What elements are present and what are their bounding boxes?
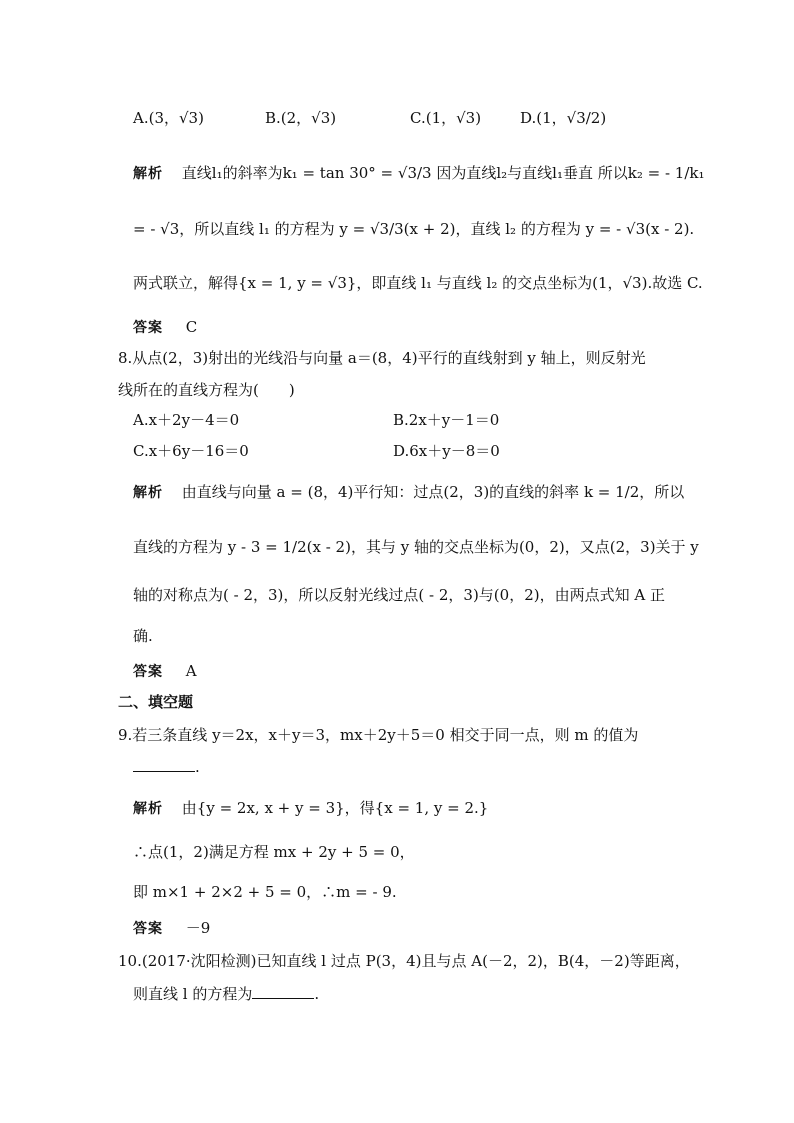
q7-analysis-line-1 bbox=[133, 162, 705, 185]
q7-answer bbox=[133, 316, 197, 339]
q8-analysis-line-4: 确. bbox=[133, 627, 153, 645]
q7-option-d: D.(1，√3/2) bbox=[520, 109, 607, 127]
q8-analysis-line-3: 轴的对称点为( - 2，3)，所以反射光线过点( - 2，3)与(0，2)，由两点式知 A 正 bbox=[133, 586, 665, 604]
q8-option-a: A.x＋2y－4＝0 bbox=[133, 411, 240, 429]
q7-answer-label: 答案 bbox=[133, 320, 163, 336]
q9-analysis-line-1 bbox=[133, 797, 488, 820]
q10-stem-line-2 bbox=[133, 983, 319, 1005]
q7-option-a: A.(3，√3) bbox=[133, 109, 204, 127]
q7-answer-value: C bbox=[185, 318, 198, 336]
q10-stem-end: . bbox=[314, 985, 320, 1003]
q7-analysis-label: 解析 bbox=[133, 166, 163, 182]
q8-answer bbox=[133, 660, 197, 683]
q8-answer-label: 答案 bbox=[133, 664, 163, 680]
q8-option-c: C.x＋6y－16＝0 bbox=[133, 442, 249, 460]
q8-analysis-label: 解析 bbox=[133, 485, 163, 501]
q8-analysis-line-1 bbox=[133, 481, 684, 504]
q9-stem-line-1: 9.若三条直线 y＝2x，x＋y＝3，mx＋2y＋5＝0 相交于同一点，则 m 的值为 bbox=[118, 726, 639, 744]
q7-option-b: B.(2，√3) bbox=[265, 109, 337, 127]
q9-answer-blank bbox=[133, 757, 195, 772]
q9-analysis-line-3: 即 m×1 + 2×2 + 5 = 0，∴m = - 9. bbox=[133, 883, 397, 901]
q9-analysis-line-2: ∴点(1，2)满足方程 mx + 2y + 5 = 0， bbox=[133, 843, 415, 861]
q8-stem-line-2: 线所在的直线方程为( ) bbox=[118, 381, 295, 399]
q9-stem-line-2 bbox=[133, 756, 200, 778]
q10-stem-text: 则直线 l 的方程为 bbox=[133, 985, 253, 1003]
q9-analysis-label: 解析 bbox=[133, 801, 163, 817]
q8-option-b: B.2x＋y－1＝0 bbox=[393, 411, 500, 429]
q10-answer-blank bbox=[252, 984, 314, 999]
q9-answer bbox=[133, 917, 210, 940]
q9-answer-label: 答案 bbox=[133, 921, 163, 937]
section-heading: 二、填空题 bbox=[118, 693, 194, 711]
q8-stem-line-1: 8.从点(2，3)射出的光线沿与向量 a＝(8，4)平行的直线射到 y 轴上，则反射光 bbox=[118, 349, 646, 367]
q7-option-c: C.(1，√3) bbox=[410, 109, 482, 127]
q8-analysis-line-2: 直线的方程为 y - 3 = 1/2(x - 2)，其与 y 轴的交点坐标为(0，2)，又点(2，3)关于 y bbox=[133, 538, 699, 556]
q9-stem-end: . bbox=[195, 758, 200, 776]
q10-stem-line-1: 10.(2017·沈阳检测)已知直线 l 过点 P(3，4)且与点 A(－2，2)，B(4，－2)等距离， bbox=[118, 952, 690, 970]
q8-option-d: D.6x＋y－8＝0 bbox=[393, 442, 500, 460]
q9-analysis-text-1: 由{y = 2x, x + y = 3}，得{x = 1, y = 2.} bbox=[181, 799, 489, 817]
q7-analysis-line-3: 两式联立，解得{x = 1, y = √3}，即直线 l₁ 与直线 l₂ 的交点坐标为(1，√3).故选 C. bbox=[133, 274, 703, 292]
q8-answer-value: A bbox=[185, 662, 197, 680]
q7-analysis-line-2: = - √3，所以直线 l₁ 的方程为 y = √3/3(x + 2)，直线 l₂ 的方程为 y = - √3(x - 2). bbox=[133, 220, 695, 238]
q8-analysis-text-1: 由直线与向量 a = (8，4)平行知：过点(2，3)的直线的斜率 k = 1/2，所以 bbox=[181, 483, 685, 501]
q7-analysis-text-1: 直线l₁的斜率为k₁ = tan 30° = √3/3 因为直线l₂与直线l₁垂直 所以k₂ = - 1/k₁ bbox=[181, 164, 705, 182]
q9-answer-value: －9 bbox=[185, 919, 211, 937]
